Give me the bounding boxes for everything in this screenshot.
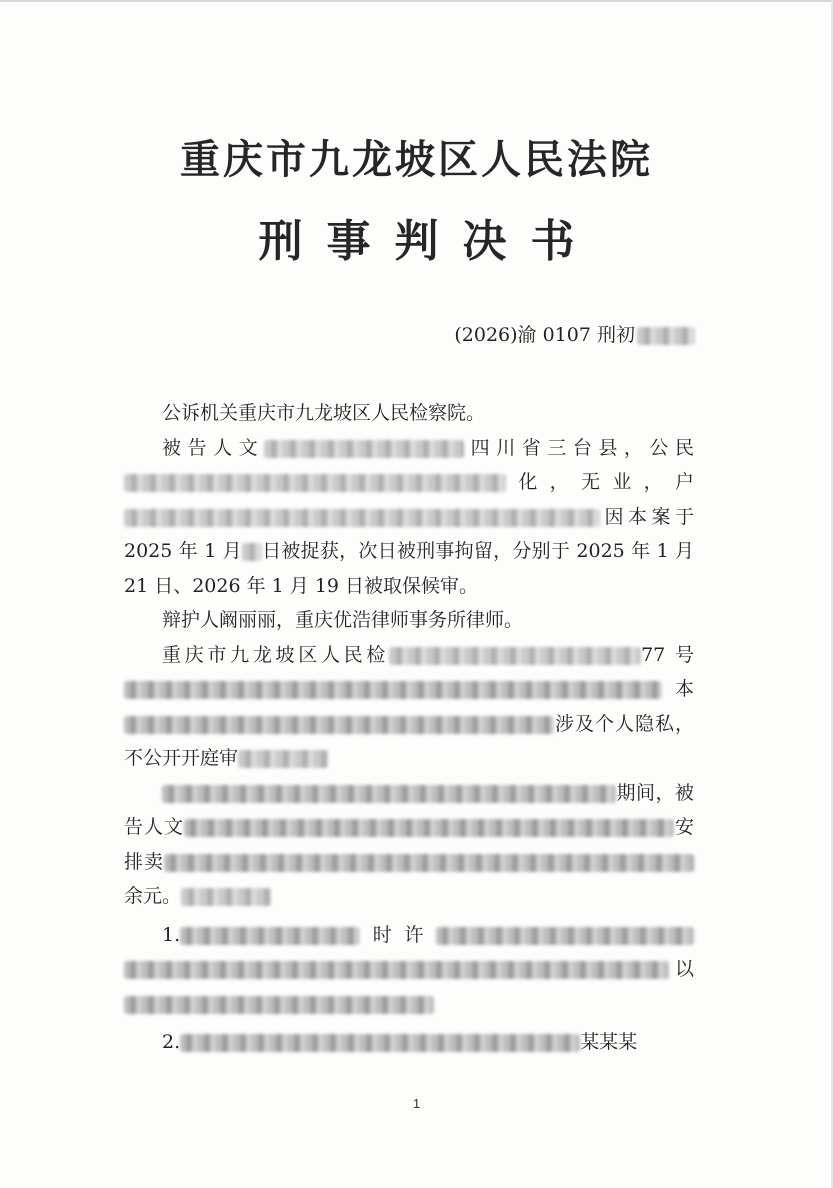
prosecution-text-2: 77 号	[641, 643, 694, 666]
facts-text-3: 安排卖	[124, 816, 694, 873]
facts-paragraph	[124, 776, 694, 914]
prosecution-text-3: 本	[662, 678, 694, 700]
redacted-defendant-id	[124, 474, 506, 492]
prosecution-text-4: 涉及个人隐私，	[554, 712, 694, 735]
redacted-arrest-day	[242, 543, 262, 561]
prosecution-text-1: 重庆市九龙坡区人民检	[162, 643, 390, 666]
case-number	[454, 320, 695, 347]
fact-item-1-number: 1.	[162, 923, 181, 946]
facts-text-4: 余元。	[124, 885, 182, 907]
prosecutor-paragraph: 公诉机关重庆市九龙坡区人民检察院。	[162, 402, 486, 424]
redacted-facts-1	[162, 785, 616, 803]
redacted-defendant-info-1	[264, 440, 464, 458]
defendant-text-2: 四川省三台县，	[464, 436, 650, 459]
fact-item-1-text-2: 以	[669, 958, 694, 980]
redacted-prosecution-3	[238, 750, 328, 768]
redacted-fact-1b	[436, 927, 694, 945]
redacted-case-number	[637, 327, 695, 345]
defense-counsel-paragraph: 辩护人阚丽丽，重庆优浩律师事务所律师。	[162, 609, 524, 631]
redacted-facts-2	[184, 819, 674, 837]
defendant-paragraph	[124, 431, 694, 604]
defendant-text-3: 公民	[649, 436, 694, 459]
facts-text-2: 文	[163, 816, 184, 838]
defendant-text-6: 因本	[600, 505, 652, 528]
fact-item-2-text: 某某某	[580, 1031, 638, 1053]
redacted-fact-2a	[180, 1034, 580, 1052]
fact-item-2	[124, 1025, 694, 1060]
judgment-body	[124, 396, 694, 1060]
redacted-defendant-address	[124, 509, 600, 527]
fact-item-1	[124, 918, 694, 1022]
document-title: 刑事判决书	[258, 216, 599, 267]
redacted-fact-1a	[180, 927, 360, 945]
defendant-text-7: 案于 2025 年 1 月	[124, 505, 694, 562]
defendant-text-4: 化，无业，	[506, 471, 675, 493]
prosecution-paragraph	[124, 638, 694, 776]
facts-text-1: 期间，被告人	[124, 781, 694, 838]
scan-edge-top	[0, 0, 833, 2]
redacted-indictment-number	[389, 647, 641, 665]
fact-item-1-text: 时许	[360, 923, 436, 946]
fact-item-2-number: 2.	[162, 1031, 181, 1053]
court-name-title: 重庆市九龙坡区人民法院	[180, 136, 653, 183]
prosecution-text-5: 不公开开庭审	[124, 747, 239, 769]
page-number: 1	[412, 1096, 421, 1111]
defendant-text-1: 被告人文	[162, 436, 265, 459]
case-number-text: (2026)渝 0107 刑初	[454, 324, 635, 346]
defendant-text-5: 户	[674, 471, 694, 493]
redacted-fact-1d	[124, 996, 434, 1014]
redacted-fact-1c	[124, 961, 669, 979]
defendant-text-8: 日被捉获，次日被刑事拘留，分别于 2025 年 1 月 21 日、2026 年 1 月 19 日被取保候审。	[124, 540, 694, 597]
redacted-facts-4	[181, 888, 271, 906]
redacted-prosecution-2	[124, 716, 554, 734]
redacted-facts-3	[164, 854, 694, 872]
redacted-prosecution-1	[124, 681, 662, 699]
